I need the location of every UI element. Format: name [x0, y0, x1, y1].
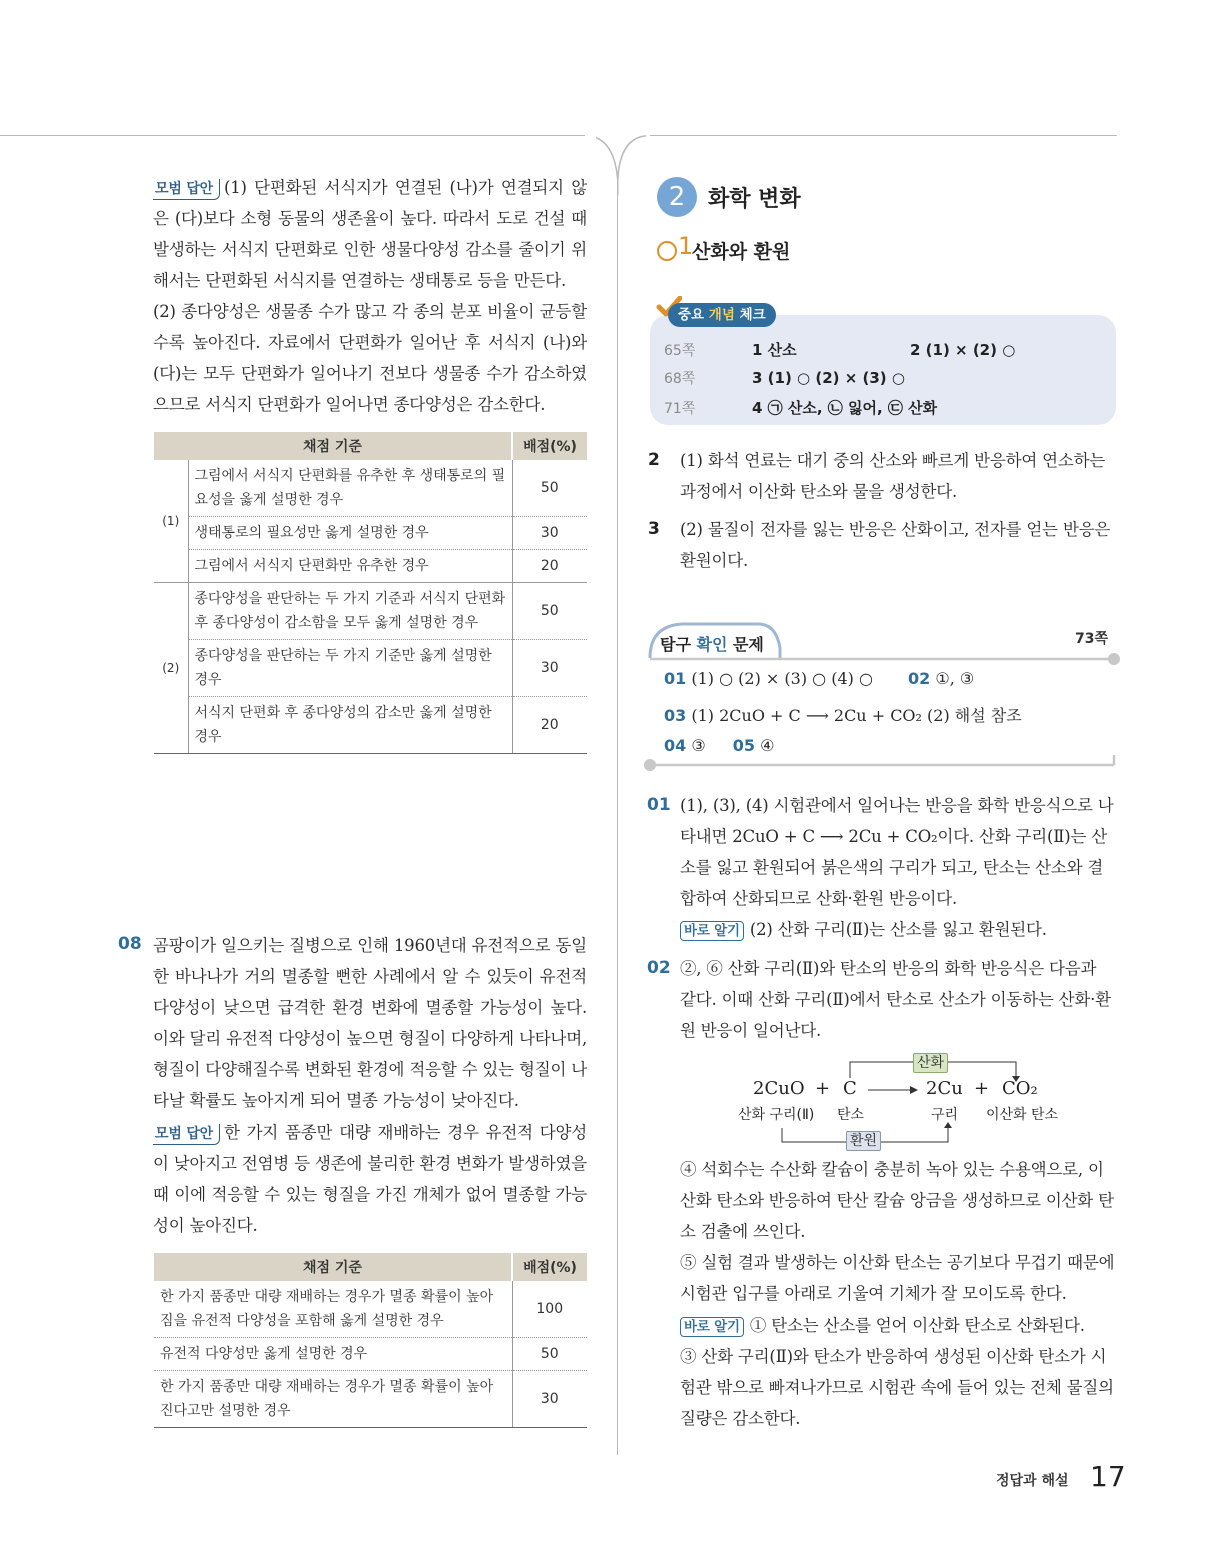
model-answer-tag: 모범 답안 — [153, 179, 220, 200]
criteria-cell: 한 가지 품종만 대량 재배하는 경우가 멸종 확률이 높아진다고만 설명한 경우 — [154, 1371, 512, 1428]
answer-number-2: 2 — [648, 450, 660, 470]
model-answer-1: 모범 답안 (1) 단편화된 서식지가 연결된 (나)가 연결되지 않은 (다)보다 소형 동물의 생존율이 높다. 따라서 도로 건설 때 발생하는 서식지 단편화로 인한 생물다양성 감소를 줄이기 위해서는 단편화된 서식지를 연결하는 생태통로 등을 만든다. — [153, 178, 588, 290]
section-title: 산화와 환원 — [692, 241, 791, 263]
answer-3-text: (2) 물질이 전자를 잃는 반응은 산화이고, 전자를 얻는 반응은 환원이다. — [680, 520, 1111, 570]
column-divider — [617, 195, 618, 1455]
answer-02-baro: 바로 알기 ① 탄소는 산소를 얻어 이산화 탄소로 산화된다. — [680, 1310, 1116, 1341]
criteria-cell: 한 가지 품종만 대량 재배하는 경우가 멸종 확률이 높아짐을 유전적 다양성을 포함해 옳게 설명한 경우 — [154, 1281, 512, 1338]
question-number-08: 08 — [118, 934, 142, 954]
baro-tag: 바로 알기 — [680, 921, 744, 941]
criteria-header: 채점 기준 — [154, 432, 512, 460]
grading-table-2 — [154, 1253, 587, 1428]
answer-02-choice-3: ③ 산화 구리(Ⅱ)와 탄소가 반응하여 생성된 이산화 탄소가 시험관 밖으로 빠져나가므로 시험관 속에 들어 있는 전체 물질의 질량은 감소한다. — [680, 1347, 1114, 1428]
score-cell: 100 — [512, 1281, 587, 1338]
section-ring-icon — [657, 241, 677, 261]
top-rule-right — [650, 135, 1117, 136]
answer-02-choice-4: ④ 석회수는 수산화 칼슘이 충분히 녹아 있는 수용액으로, 이산화 탄소와 반응하여 탄산 칼슘 앙금을 생성하므로 이산화 탄소 검출에 쓰인다. — [680, 1160, 1114, 1241]
label-carbon-dioxide: 이산화 탄소 — [986, 1107, 1059, 1123]
label-copper: 구리 — [931, 1107, 959, 1123]
concept-row: 65쪽 1 산소 2 (1) × (2) ○ — [664, 341, 1016, 359]
criteria-cell: 종다양성을 판단하는 두 가지 기준만 옳게 설명한 경우 — [188, 640, 512, 697]
model-answer-tag: 모범 답안 — [153, 1124, 220, 1145]
explore-answers-line-1: 01 (1) ○ (2) × (3) ○ (4) ○ 02 ①, ③ — [664, 669, 975, 688]
reaction-arrows — [740, 1050, 1080, 1150]
explore-tag: 탐구 확인 문제 — [660, 635, 764, 654]
criteria-cell: 그림에서 서식지 단편화만 유추한 경우 — [188, 550, 512, 583]
concept-row: 68쪽 3 (1) ○ (2) × (3) ○ — [664, 369, 905, 387]
section-number: 1 — [678, 232, 694, 260]
chapter-number-badge: 2 — [657, 177, 697, 217]
reduction-label: 환원 — [846, 1131, 881, 1151]
page-number: 17 — [1090, 1460, 1126, 1493]
eq-cuo: 2CuO — [753, 1078, 805, 1099]
criteria-cell: 생태통로의 필요성만 옳게 설명한 경우 — [188, 517, 512, 550]
score-cell: 30 — [512, 517, 587, 550]
eq-cu: 2Cu — [926, 1078, 963, 1099]
criteria-cell: 유전적 다양성만 옳게 설명한 경우 — [154, 1338, 512, 1371]
answer-02-text: ②, ⑥ 산화 구리(Ⅱ)와 탄소의 반응의 화학 반응식은 다음과 같다. 이때 산화 구리(Ⅱ)에서 탄소로 산소가 이동하는 산화·환원 반응이 일어난다. — [680, 959, 1111, 1040]
answer-number-02: 02 — [647, 958, 671, 978]
criteria-header: 채점 기준 — [154, 1253, 512, 1281]
score-cell: 30 — [512, 640, 587, 697]
criteria-cell: 그림에서 서식지 단편화를 유추한 후 생태통로의 필요성을 옳게 설명한 경우 — [188, 460, 512, 517]
label-copper-oxide: 산화 구리(Ⅱ) — [738, 1107, 815, 1123]
score-header: 배점(%) — [512, 1253, 587, 1281]
explore-answers-line-2: 03 (1) 2CuO + C ⟶ 2Cu + CO₂ (2) 해설 참조 — [664, 706, 1022, 725]
top-rule-left — [0, 135, 585, 136]
eq-plus-2: + — [974, 1078, 990, 1099]
group-label: (1) — [154, 460, 188, 583]
concept-row: 71쪽 4 ㉠ 산소, ㉡ 잃어, ㉢ 산화 — [664, 399, 938, 417]
question-08-explanation: 곰팡이가 일으키는 질병으로 인해 1960년대 유전적으로 동일한 바나나가 거의 멸종할 뻔한 사례에서 알 수 있듯이 유전적 다양성이 낮으면 급격한 환경 변화에 멸종할 가능성이 높다. 이와 달리 유전적 다양성이 높으면 형질이 다양하게 나타나며, 형질이 다양해질수록 변화된 환경에 적응할 수 있는 형질이 나타날 확률도 높아지게 되어 멸종 가능성이 낮아진다. — [153, 936, 587, 1110]
explore-answers-line-3: 04 ③ 05 ④ — [664, 736, 775, 755]
score-cell: 20 — [512, 697, 587, 754]
column-divider-curve — [596, 135, 646, 195]
explore-page: 73쪽 — [1075, 631, 1109, 647]
model-answer-2: (2) 종다양성은 생물종 수가 많고 각 종의 분포 비율이 균등할수록 높아진다. 자료에서 단편화가 일어난 후 서식지 (나)와 (다)는 모두 단편화가 일어나기 전보다 생물종 수가 감소하였으므로 서식지 단편화가 일어나면 종다양성은 감소한다. — [153, 302, 587, 414]
criteria-cell: 종다양성을 판단하는 두 가지 기준과 서식지 단편화 후 종다양성이 감소함을 모두 옳게 설명한 경우 — [188, 583, 512, 640]
score-cell: 50 — [512, 460, 587, 517]
score-cell: 20 — [512, 550, 587, 583]
score-header: 배점(%) — [512, 432, 587, 460]
grading-table-1 — [154, 432, 587, 754]
eq-c: C — [843, 1078, 857, 1099]
answer-2-text: (1) 화석 연료는 대기 중의 산소와 빠르게 반응하여 연소하는 과정에서 이산화 탄소와 물을 생성한다. — [680, 451, 1106, 501]
model-answer-08: 모범 답안 한 가지 품종만 대량 재배하는 경우 유전적 다양성이 낮아지고 전염병 등 생존에 불리한 환경 변화가 발생하였을 때 이에 적응할 수 있는 형질을 가진 개체가 없어 멸종할 가능성이 높아진다. — [153, 1123, 587, 1235]
eq-plus-1: + — [815, 1078, 831, 1099]
oxidation-label: 산화 — [913, 1053, 948, 1073]
chapter-title: 화학 변화 — [708, 187, 801, 212]
criteria-cell: 서식지 단편화 후 종다양성의 감소만 옳게 설명한 경우 — [188, 697, 512, 754]
footer-label: 정답과 해설 — [996, 1473, 1069, 1489]
group-label: (2) — [154, 583, 188, 754]
answer-number-01: 01 — [647, 795, 671, 815]
eq-co2: CO₂ — [1002, 1078, 1038, 1099]
answer-number-3: 3 — [648, 519, 660, 539]
score-cell: 30 — [512, 1371, 587, 1428]
answer-01-text: (1), (3), (4) 시험관에서 일어나는 반응을 화학 반응식으로 나타내면 2CuO + C ⟶ 2Cu + CO₂이다. 산화 구리(Ⅱ)는 산소를 잃고 환원되어 붉은색의 구리가 되고, 탄소는 산소와 결합하여 산화되므로 산화·환원 반응이다. — [680, 796, 1114, 908]
baro-tag: 바로 알기 — [680, 1317, 744, 1337]
concept-check-tag: 중요 개념 체크 — [668, 303, 776, 327]
answer-02-choice-5: ⑤ 실험 결과 발생하는 이산화 탄소는 공기보다 무겁기 때문에 시험관 입구를 아래로 기울여 기체가 잘 모이도록 한다. — [680, 1253, 1115, 1303]
answer-01-baro: 바로 알기 (2) 산화 구리(Ⅱ)는 산소를 잃고 환원된다. — [680, 914, 1116, 945]
label-carbon: 탄소 — [837, 1107, 865, 1123]
score-cell: 50 — [512, 583, 587, 640]
score-cell: 50 — [512, 1338, 587, 1371]
